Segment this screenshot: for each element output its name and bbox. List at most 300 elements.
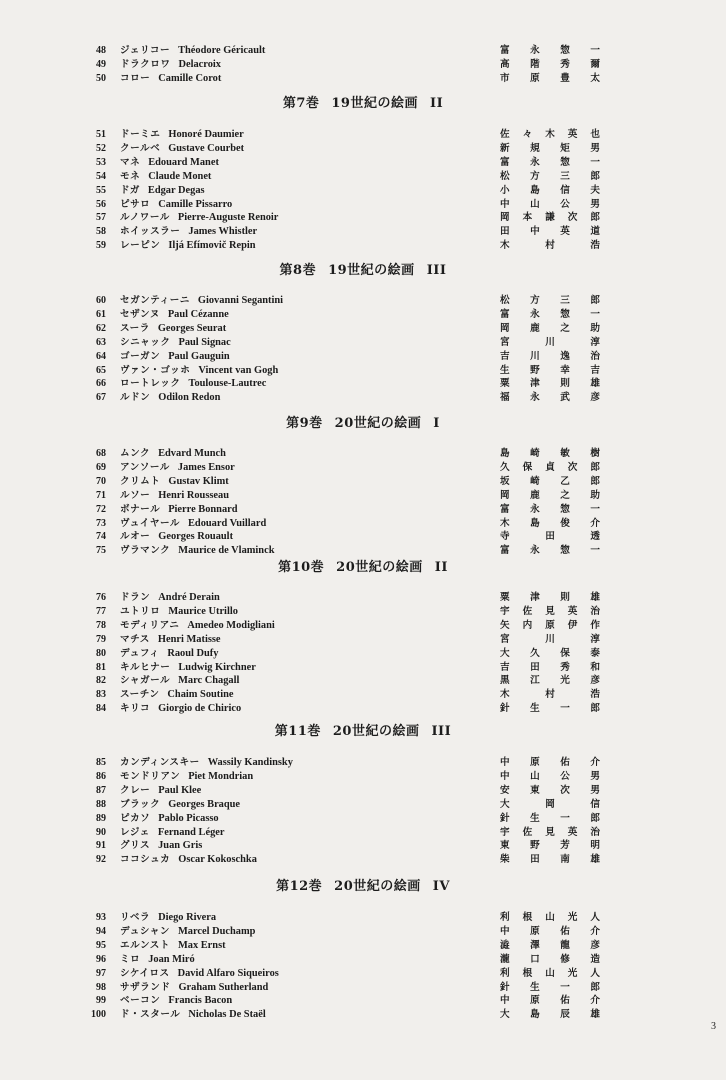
list-item (0, 211, 726, 225)
artist-name (120, 674, 239, 688)
artist-name-japanese: ピサロ (120, 198, 151, 210)
entry-number: 87 (96, 784, 106, 796)
volume-heading (0, 262, 726, 280)
artist-name-japanese: モンドリアン (120, 770, 181, 782)
artist-name-roman: Gustave Courbet (168, 142, 245, 154)
artist-name-japanese: ドラン (120, 592, 151, 603)
artist-name-japanese: ドガ (120, 184, 140, 196)
entry-number: 70 (96, 475, 106, 487)
entry-number: 82 (96, 675, 106, 687)
entry-number: 95 (96, 939, 106, 951)
list-item (0, 198, 726, 212)
list-item (0, 981, 726, 995)
entry-number: 84 (96, 703, 106, 715)
author-name: 瀧 口 修 造 (500, 953, 600, 965)
list-item (0, 688, 726, 702)
artist-name-roman: Diego Rivera (158, 912, 217, 923)
author-name: 澁 澤 龍 彦 (500, 939, 600, 951)
list-item (0, 994, 726, 1008)
author-name: 東 野 芳 明 (500, 840, 600, 852)
artist-name-roman: Giovanni Segantini (197, 295, 284, 306)
artist-name-roman: Georges Rouault (158, 531, 234, 543)
entry-number: 66 (96, 378, 106, 390)
author-name: 宮 川 淳 (500, 336, 600, 348)
list-item (0, 756, 726, 770)
author-name: 利 根 山 光 人 (500, 912, 600, 923)
artist-name (120, 128, 244, 142)
volume-part: III (426, 263, 447, 278)
artist-name-roman: James Ensor (177, 461, 235, 473)
artist-name-japanese: リベラ (120, 912, 151, 923)
artist-name-japanese: コロー (120, 72, 151, 84)
artist-name-roman: Henri Matisse (157, 633, 221, 645)
author-name: 黒 江 光 彦 (500, 675, 600, 687)
entry-number: 56 (96, 198, 106, 210)
list-item (0, 619, 726, 633)
artist-name (120, 756, 293, 770)
entry-number: 50 (96, 72, 106, 84)
entry-number: 99 (96, 995, 106, 1007)
artist-name-roman: Pablo Picasso (158, 812, 219, 824)
artist-name (120, 198, 232, 212)
artist-name (120, 391, 220, 405)
artist-name (120, 447, 226, 461)
artist-name-roman: André Derain (158, 592, 220, 603)
artist-name-japanese: ボナール (120, 503, 161, 515)
artist-name (120, 853, 257, 867)
entry-number: 52 (96, 142, 106, 154)
list-item (0, 58, 726, 72)
list-item (0, 225, 726, 239)
artist-name (120, 826, 225, 840)
artist-name-roman: Marcel Duchamp (178, 925, 256, 937)
list-item (0, 967, 726, 981)
artist-name-roman: Francis Bacon (168, 995, 233, 1007)
volume-number: 第12巻 (276, 879, 323, 894)
artist-name-japanese: クレー (120, 784, 151, 796)
artist-name-roman: Pierre Bonnard (168, 503, 238, 515)
artist-name-roman: David Alfaro Siqueiros (177, 967, 279, 979)
artist-name-japanese: ゴーガン (120, 350, 161, 362)
artist-name-japanese: ヴァン・ゴッホ (120, 364, 191, 376)
artist-name (120, 322, 226, 336)
artist-name-japanese: ドーミエ (120, 129, 161, 140)
entry-number: 65 (96, 364, 106, 376)
entry-number: 49 (96, 58, 106, 70)
artist-name-roman: Vincent van Gogh (198, 364, 279, 376)
list-item (0, 377, 726, 391)
list-item (0, 839, 726, 853)
author-name: 宮 川 淳 (500, 633, 600, 645)
artist-name (120, 239, 256, 253)
author-name: 小 島 信 夫 (500, 184, 600, 196)
author-name: 岡 本 謙 次 郎 (500, 212, 600, 224)
entry-number: 61 (96, 308, 106, 320)
entry-number: 77 (96, 605, 106, 617)
artist-name-roman: Toulouse-Lautrec (188, 378, 267, 390)
entry-number: 78 (96, 619, 106, 631)
list-item (0, 350, 726, 364)
artist-name (120, 72, 221, 86)
volume-number: 第8巻 (279, 263, 317, 278)
artist-name (120, 350, 230, 364)
list-item (0, 911, 726, 925)
entry-number: 80 (96, 647, 106, 659)
artist-name-japanese: モディリアニ (120, 619, 180, 631)
list-item (0, 530, 726, 544)
artist-name-japanese: ピカソ (120, 812, 151, 824)
artist-name-japanese: ベーコン (120, 995, 161, 1007)
entry-number: 60 (96, 295, 106, 306)
artist-name-japanese: クールベ (120, 142, 161, 154)
artist-name-roman: Henri Rousseau (158, 489, 230, 501)
entry-number: 91 (96, 840, 106, 852)
artist-name-japanese: ルオー (120, 531, 151, 543)
volume-number: 第11巻 (274, 724, 321, 739)
author-name: 中 原 佑 介 (500, 757, 600, 768)
author-name: 福 永 武 彦 (500, 392, 600, 404)
artist-name-roman: Paul Klee (158, 784, 202, 796)
list-item (0, 72, 726, 86)
artist-name-japanese: マネ (120, 156, 141, 168)
author-name: 富 永 惣 一 (500, 156, 600, 168)
entry-number: 98 (96, 981, 106, 993)
artist-name-roman: Fernand Léger (157, 826, 225, 838)
volume-title: 20世紀の絵画 (334, 879, 421, 894)
author-name: 寺 田 透 (500, 531, 600, 543)
artist-name-roman: Maurice Utrillo (168, 605, 238, 617)
artist-name-japanese: ムンク (120, 448, 151, 459)
author-name: 新 規 矩 男 (500, 142, 600, 154)
artist-name-japanese: レーピン (120, 240, 161, 252)
list-item (0, 661, 726, 675)
artist-name-japanese: キリコ (120, 703, 151, 715)
author-name: 市 原 豊 太 (500, 72, 600, 84)
entry-number: 76 (96, 592, 106, 603)
author-name: 柴 田 南 雄 (500, 854, 600, 866)
author-name: 木 村 浩 (500, 240, 600, 252)
entry-number: 88 (96, 798, 106, 810)
artist-name-japanese: ミロ (120, 953, 141, 965)
list-item (0, 544, 726, 558)
artist-name (120, 619, 275, 633)
entry-number: 67 (96, 392, 106, 404)
artist-name-roman: Pierre-Auguste Renoir (177, 212, 279, 224)
entry-number: 97 (96, 967, 106, 979)
volume-heading (0, 559, 726, 577)
entry-number: 100 (91, 1009, 106, 1021)
entry-number: 64 (96, 350, 106, 362)
artist-name (120, 461, 235, 475)
artist-name (120, 661, 256, 675)
artist-name-japanese: モネ (120, 170, 141, 182)
volume-title: 20世紀の絵画 (334, 416, 422, 431)
entry-number: 63 (96, 336, 106, 348)
entry-number: 53 (96, 156, 106, 168)
artist-name-roman: James Whistler (188, 226, 258, 238)
volume-part: II (429, 96, 444, 111)
artist-name (120, 225, 257, 239)
entry-number: 48 (96, 45, 106, 56)
artist-name-japanese: デュシャン (120, 925, 170, 937)
artist-name-roman: Amedeo Modigliani (187, 619, 275, 631)
artist-name-japanese: ヴュイヤール (120, 517, 180, 529)
artist-name-roman: Raoul Dufy (167, 647, 219, 659)
artist-name-japanese: カンディンスキー (120, 757, 200, 768)
artist-name-roman: Chaim Soutine (167, 689, 234, 701)
list-item (0, 784, 726, 798)
artist-name-roman: Camille Corot (158, 72, 222, 84)
artist-name (120, 994, 232, 1008)
list-item (0, 939, 726, 953)
artist-name (120, 142, 244, 156)
artist-name (120, 211, 278, 225)
artist-name (120, 170, 211, 184)
list-item (0, 308, 726, 322)
entry-number: 74 (96, 531, 106, 543)
list-item (0, 142, 726, 156)
page-number: 3 (711, 1021, 716, 1032)
volume-number: 第10巻 (278, 560, 325, 575)
volume-part: III (431, 724, 452, 739)
author-name: 島 崎 敏 樹 (500, 448, 600, 459)
entry-number: 90 (96, 826, 106, 838)
author-name: 宇 佐 見 英 治 (500, 826, 600, 838)
artist-name-roman: Graham Sutherland (178, 981, 269, 993)
artist-name-roman: Paul Gauguin (168, 350, 230, 362)
list-item (0, 674, 726, 688)
list-item (0, 925, 726, 939)
artist-name-japanese: サザランド (120, 981, 171, 993)
author-name: 木 島 俊 介 (500, 517, 600, 529)
artist-name (120, 489, 229, 503)
author-name: 岡 鹿 之 助 (500, 489, 600, 501)
entry-number: 72 (96, 503, 106, 515)
artist-name-roman: Edouard Vuillard (188, 517, 267, 529)
artist-name (120, 58, 221, 72)
volume-heading (0, 415, 726, 433)
entry-number: 73 (96, 517, 106, 529)
artist-name-japanese: ヴラマンク (120, 545, 171, 557)
author-name: 利 根 山 光 人 (500, 967, 600, 979)
list-item (0, 461, 726, 475)
author-name: 富 永 惣 一 (500, 45, 600, 56)
list-item (0, 517, 726, 531)
entry-number: 69 (96, 461, 106, 473)
artist-name-japanese: ドラクロワ (120, 58, 171, 70)
artist-name (120, 156, 219, 170)
artist-name (120, 308, 229, 322)
author-name: 大 岡 信 (500, 798, 600, 810)
artist-name-japanese: シケイロス (120, 967, 170, 979)
artist-name-roman: Giorgio de Chirico (158, 703, 242, 715)
entry-number: 55 (96, 184, 106, 196)
volume-part: I (433, 416, 440, 431)
entry-number: 79 (96, 633, 106, 645)
list-item (0, 364, 726, 378)
author-name: 針 生 一 郎 (500, 812, 600, 824)
artist-name-roman: Joan Miró (148, 953, 195, 965)
artist-name-japanese: レジェ (120, 826, 150, 838)
artist-name-roman: Théodore Géricault (178, 45, 266, 56)
artist-name-roman: Edvard Munch (158, 448, 226, 459)
entry-number: 51 (96, 129, 106, 140)
entry-number: 59 (96, 240, 106, 252)
artist-name (120, 294, 283, 308)
artist-name-japanese: キルヒナー (120, 661, 171, 673)
artist-name-japanese: シニャック (120, 336, 171, 348)
volume-title: 20世紀の絵画 (336, 560, 423, 575)
artist-name (120, 798, 240, 812)
artist-name (120, 364, 278, 378)
artist-name (120, 911, 216, 925)
artist-name (120, 839, 202, 853)
artist-name (120, 702, 241, 716)
author-name: 宇 佐 見 英 治 (500, 605, 600, 617)
artist-name (120, 475, 229, 489)
entry-number: 54 (96, 170, 106, 182)
artist-name (120, 336, 231, 350)
author-name: 高 階 秀 爾 (500, 58, 600, 70)
artist-name (120, 44, 265, 58)
artist-name-japanese: シャガール (120, 675, 171, 687)
list-item (0, 853, 726, 867)
list-item (0, 702, 726, 716)
list-item (0, 447, 726, 461)
author-name: 田 中 英 道 (500, 226, 600, 238)
author-name: 大 島 辰 雄 (500, 1009, 600, 1021)
entry-number: 89 (96, 812, 106, 824)
artist-name-japanese: スーチン (120, 689, 160, 701)
artist-name (120, 981, 268, 995)
artist-name-roman: Gustav Klimt (168, 475, 229, 487)
author-name: 大 久 保 泰 (500, 647, 600, 659)
artist-name-roman: Juan Gris (158, 840, 203, 852)
artist-name-roman: Ludwig Kirchner (178, 661, 256, 673)
artist-name-japanese: セガンティーニ (120, 295, 190, 306)
artist-name-japanese: ルノワール (120, 212, 170, 224)
author-name: 久 保 貞 次 郎 (500, 461, 600, 473)
list-item (0, 336, 726, 350)
volume-heading (0, 723, 726, 741)
entry-number: 58 (96, 226, 106, 238)
author-name: 生 野 幸 吉 (500, 364, 600, 376)
author-name: 富 永 惣 一 (500, 545, 600, 557)
artist-name-japanese: ジェリコー (120, 45, 171, 56)
entry-number: 62 (96, 322, 106, 334)
artist-name-roman: Edgar Degas (147, 184, 205, 196)
author-name: 富 永 惣 一 (500, 308, 600, 320)
artist-name-japanese: デュフィ (120, 647, 160, 659)
author-name: 中 山 公 男 (500, 198, 600, 210)
artist-name-japanese: ルドン (120, 392, 151, 404)
artist-name-roman: Marc Chagall (178, 675, 240, 687)
author-name: 粟 津 則 雄 (500, 592, 600, 603)
list-item (0, 1008, 726, 1022)
author-name: 針 生 一 郎 (500, 703, 600, 715)
artist-name-roman: Honoré Daumier (168, 129, 244, 140)
list-item (0, 647, 726, 661)
author-name: 矢 内 原 伊 作 (500, 619, 600, 631)
volume-heading (0, 95, 726, 113)
entry-number: 92 (96, 854, 106, 866)
artist-name-roman: Paul Cézanne (167, 308, 229, 320)
author-name: 中 山 公 男 (500, 770, 600, 782)
artist-name-japanese: ブラック (120, 798, 161, 810)
artist-name (120, 184, 205, 198)
artist-name-roman: Oscar Kokoschka (178, 854, 257, 866)
artist-name (120, 633, 221, 647)
artist-name-roman: Delacroix (178, 58, 221, 70)
list-item (0, 475, 726, 489)
list-item (0, 156, 726, 170)
list-item (0, 812, 726, 826)
list-item (0, 391, 726, 405)
list-item (0, 170, 726, 184)
list-item (0, 826, 726, 840)
volume-heading (0, 878, 726, 896)
artist-name-roman: Max Ernst (177, 939, 226, 951)
entry-number: 93 (96, 912, 106, 923)
volume-number: 第9巻 (286, 416, 323, 431)
artist-name-japanese: ルソー (120, 489, 151, 501)
artist-name (120, 544, 274, 558)
artist-name (120, 517, 266, 531)
volume-number: 第7巻 (282, 96, 320, 111)
author-name: 中 原 佑 介 (500, 925, 600, 937)
list-item (0, 953, 726, 967)
list-item (0, 489, 726, 503)
author-name: 松 方 三 郎 (500, 295, 600, 306)
artist-name-japanese: ホイッスラー (120, 226, 181, 238)
artist-name-roman: Claude Monet (148, 170, 212, 182)
artist-name (120, 939, 226, 953)
author-name: 佐 々 木 英 也 (500, 129, 600, 140)
artist-name (120, 953, 195, 967)
entry-number: 94 (96, 925, 106, 937)
artist-name (120, 784, 201, 798)
list-item (0, 322, 726, 336)
entry-number: 68 (96, 448, 106, 459)
artist-name-roman: Camille Pissarro (158, 198, 233, 210)
artist-name (120, 647, 218, 661)
artist-name-roman: Piet Mondrian (188, 770, 254, 782)
artist-name (120, 605, 238, 619)
list-item (0, 44, 726, 58)
author-name: 岡 鹿 之 助 (500, 322, 600, 334)
artist-name-roman: Georges Braque (168, 798, 241, 810)
author-name: 安 東 次 男 (500, 784, 600, 796)
artist-name (120, 770, 253, 784)
list-item (0, 294, 726, 308)
entry-number: 85 (96, 757, 106, 768)
entry-number: 96 (96, 953, 106, 965)
artist-name (120, 1008, 266, 1022)
artist-name-roman: Iljá Efímovič Repin (168, 240, 256, 252)
author-name: 木 村 浩 (500, 689, 600, 701)
author-name: 中 原 佑 介 (500, 995, 600, 1007)
artist-name (120, 967, 279, 981)
volume-title: 20世紀の絵画 (332, 724, 420, 739)
artist-name-japanese: エルンスト (120, 939, 170, 951)
artist-name-roman: Georges Seurat (157, 322, 227, 334)
entry-number: 81 (96, 661, 106, 673)
artist-name-roman: Paul Signac (178, 336, 231, 348)
artist-name-japanese: ココシュカ (120, 854, 171, 866)
list-item (0, 633, 726, 647)
entry-number: 71 (96, 489, 106, 501)
volume-title: 19世紀の絵画 (328, 263, 415, 278)
